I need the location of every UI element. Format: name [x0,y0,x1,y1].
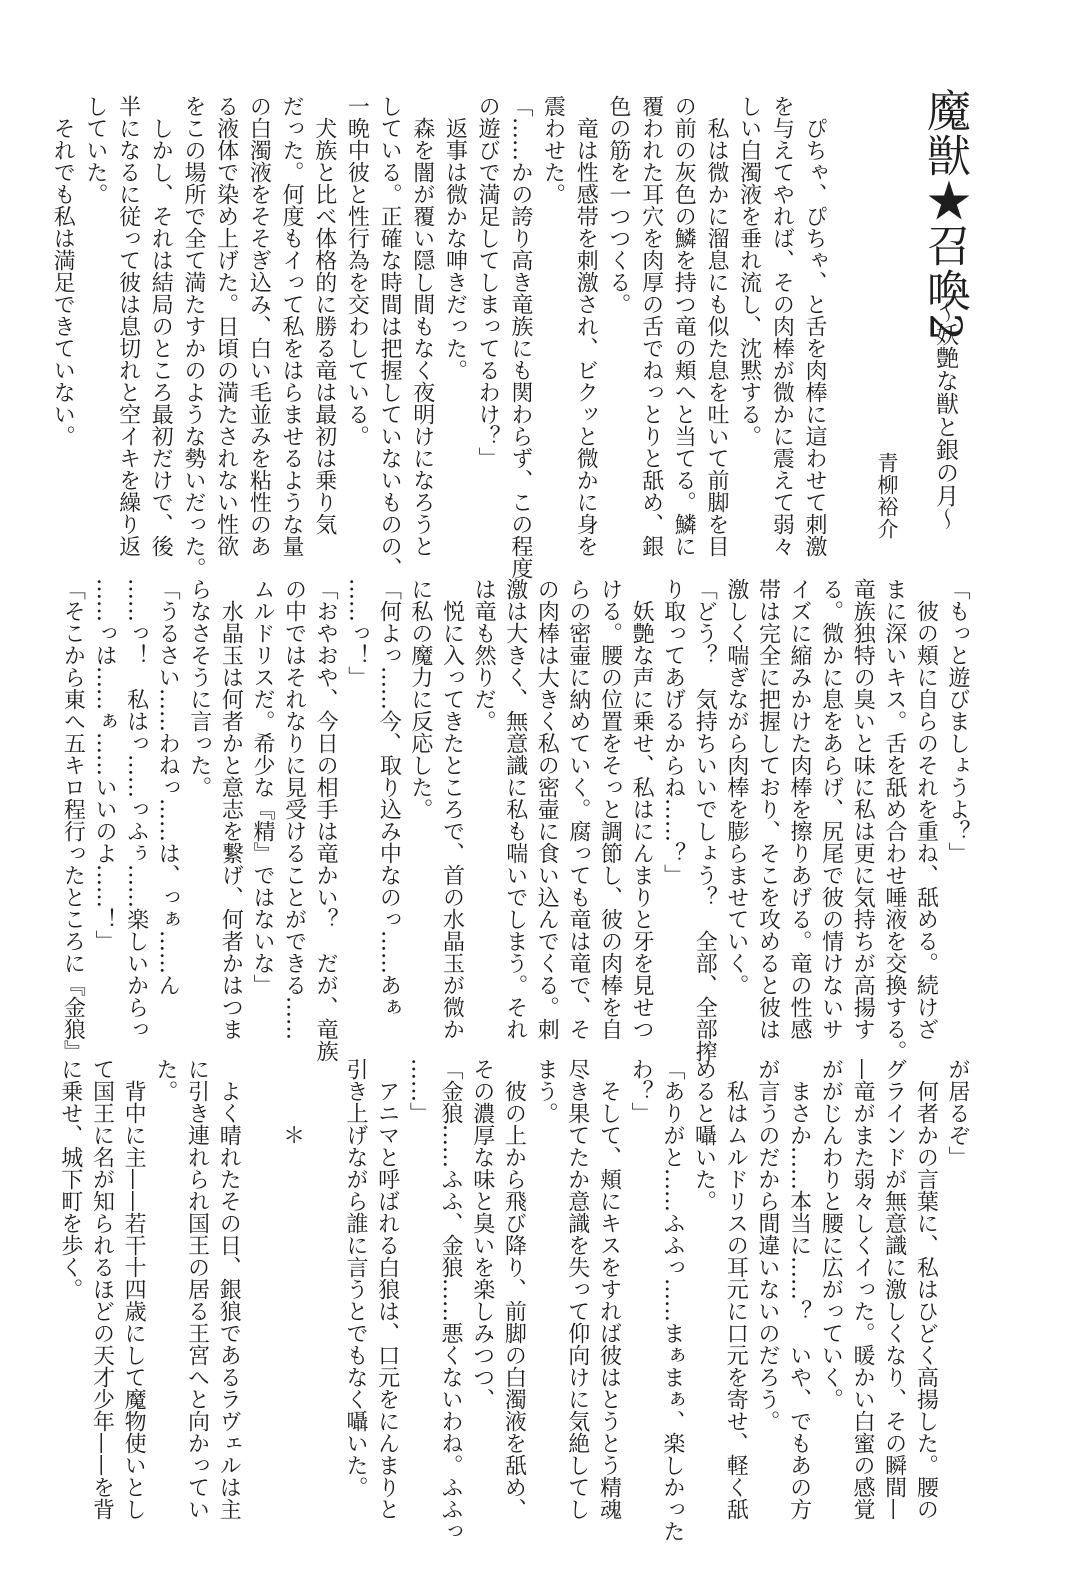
text-line: まう。 [533,1058,559,1124]
text-line: ぴちゃ、ぴちゃ、と舌を肉棒に這わせて刺激 [802,95,827,557]
text-line: の白濁液をそそぎ込み、白い毛並みを粘性のあ [246,95,272,557]
text-line: 犬族と比べ体格的に勝る竜は最初は乗り気 [311,95,337,535]
text-line: 竜は性感帯を刺激され、ビクッと微かに身を [573,95,599,557]
text-line [308,1058,340,1478]
text-line: 「……かの誇り高き竜族にも関わらず、この程度 [507,95,533,579]
text-line: まに深いキス。舌を舐め合わせ唾液を交換する。 [881,578,907,1062]
text-line: て国王に名が知られるほどの天才少年——を背 [89,1058,115,1520]
text-line: その濃厚な味と臭いを楽しみつつ、 [469,1058,495,1410]
text-line: に私の魔力に反応した。 [407,578,433,820]
text-line: グラインドが無意識に激しくなり、その瞬間— [881,1058,907,1520]
text-line: は竜も然りだ。 [471,578,497,732]
story-subtitle: 〜妖艶な獣と銀の月〜 [932,300,958,530]
text-line: ける。腰の位置をそっと調節し、彼の肉棒を自 [597,578,623,1040]
text-line: ……」 [406,1058,432,1124]
text-line: 「何よっ……今、取り込み中なのっ……あぁ [376,578,402,1018]
text-line: 尽き果てたか意識を失って仰向けに気絶してし [564,1058,590,1520]
text-line: 「ありがと……ふふっ……まぁまぁ、楽しかった [659,1058,685,1542]
text-line: よく晴れたその日、銀狼であるラヴェルは主 [216,1058,242,1520]
text-line: 覆われた耳穴を肉厚の舌でねっとりと舐め、銀 [638,95,664,557]
text-block-upper [46,95,831,579]
text-line: それでも私は満足できていない。 [50,95,76,447]
text-line: 竜族独特の臭いと味に私は更に気持ちが高揚す [850,578,876,1040]
text-line: 私は微かに溜息にも似た息を吐いて前脚を目 [703,95,729,557]
text-line: イズに縮みかけた肉棒を擦りあげる。竜の性感 [787,578,813,1040]
text-line: らの密壷に納めていく。腐っても竜は竜で、そ [565,578,591,1040]
text-line: 返事は微かな呻きだった。 [442,95,468,381]
text-line: 色の筋を一つつくる。 [605,95,631,315]
text-line: が言うのだから間違いないのだろう。 [754,1058,780,1432]
text-line: アニマと呼ばれる白狼は、口元をにんまりと [374,1058,400,1520]
text-line: めると囁いた。 [691,1058,717,1212]
text-line: している。正確な時間は把握していないものの、 [377,95,403,579]
text-line: ……っ！」 [344,578,370,688]
text-line: わ？」 [628,1058,654,1124]
text-line: まさか……本当に……？ いや、でもあの方 [786,1058,812,1520]
text-line: 激しく喘ぎながら肉棒を膨らませていく。 [723,578,749,996]
author-name: 青柳裕介 [875,452,899,540]
text-line: 「おやおや、今日の相手は竜かい？ だが、竜族 [313,578,339,1062]
text-line: る。微かに息をあらげ、尻尾で彼の情けないサ [818,578,844,1040]
text-line: に引き連れられ国王の居る王宮へと向かってい [184,1058,210,1520]
text-line: 悦に入ってきたところで、首の水晶玉が微か [439,578,465,1040]
text-line: が居るぞ」 [945,1058,970,1168]
text-line: る液体で染め上げた。日頃の満たされない性欲 [213,95,239,557]
text-line: 激は大きく、無意識に私も喘いでしまう。それ [502,578,528,1040]
text-line: 背中に主——若干十四歳にして魔物使いとし [121,1058,147,1520]
text-line: 何者かの言葉に、私はひどく高揚した。腰の [913,1058,939,1520]
text-line: 彼の頬に自らのそれを重ね、舐める。続けざ [913,578,939,1040]
text-line: の中ではそれなりに見受けることができる…… [281,578,307,1040]
text-line: 「そこから東へ五キロ程行ったところに『金狼』 [60,578,86,1062]
text-line: をこの場所で全て満たすかのような勢いだった。 [180,95,206,579]
text-line: 森を闇が覆い隠し間もなく夜明けになろうと [409,95,435,557]
text-line: 私はムルドリスの耳元に口元を寄せ、軽く舐 [723,1058,749,1520]
text-line: の前の灰色の鱗を持つ竜の頬へと当てる。鱗に [671,95,697,557]
text-line: ＊ [279,1058,305,1146]
text-line: だった。何度もイって私をはらませるような量 [279,95,304,557]
text-line: 水晶玉は何者かと意志を繋げ、何者かはつま [218,578,244,1040]
story-title: 魔獣★召喚2 [919,88,970,342]
text-line: た。 [152,1058,178,1102]
text-line: ががじんわりと腰に広がっていく。 [818,1058,844,1410]
text-line: 「どう？ 気持ちいいでしょう？ 全部、全部搾 [692,578,718,1062]
text-line: 引き上げながら誰に言うとでもなく囁いた。 [342,1058,368,1498]
text-line: 震わせた。 [540,95,566,205]
text-line: の肉棒は大きく私の密壷に食い込んでくる。刺 [534,578,560,1040]
text-line: 妖艶な声に乗せ、私はにんまりと牙を見せつ [629,578,655,1040]
text-line: らなさそうに言った。 [186,578,212,798]
text-line [244,1058,276,1478]
text-line: ……っは……ぁ……いいのよ……！」 [91,578,117,952]
text-line: 帯は完全に把握しており、そこを攻めると彼は [755,578,781,1040]
text-line: り取ってあげるからね……？」 [660,578,686,886]
text-line: 半になるに従って彼は息切れと空イキを繰り返 [115,95,141,557]
text-line: 一晩中彼と性行為を交わしている。 [344,95,370,447]
text-line: —竜がまた弱々しくイった。暖かい白蜜の感覚 [849,1058,875,1520]
text-line: しい白濁液を垂れ流し、沈黙する。 [736,95,762,447]
text-line: を与えてやれば、その肉棒が微かに震えて弱々 [769,95,795,557]
text-line: 「もっと遊びましょうよ？」 [945,578,970,864]
text-line: 「金狼……ふふ、金狼……悪くないわね。ふふっ [438,1058,463,1542]
text-line: 彼の上から飛び降り、前脚の白濁液を舐め、 [501,1058,527,1520]
text-block-middle [57,578,973,1062]
text-line: に乗せ、城下町を歩く。 [57,1058,83,1300]
text-line: ムルドリスだ。希少な『精』ではないな」 [249,578,275,996]
text-line: ……っ！ 私はっ……っふぅ……楽しいからっ [123,578,149,1040]
text-line: 「うるさい……わねっ……は、っぁ……ん [155,578,181,996]
text-line: していた。 [82,95,108,205]
text-block-lower [54,1058,973,1542]
text-line: の遊びで満足してしまってるわけ？」 [475,95,501,469]
text-line: そして、頬にキスをすれば彼はとうとう精魂 [596,1058,622,1520]
text-line: しかし、それは結局のところ最初だけで、後 [148,95,174,557]
